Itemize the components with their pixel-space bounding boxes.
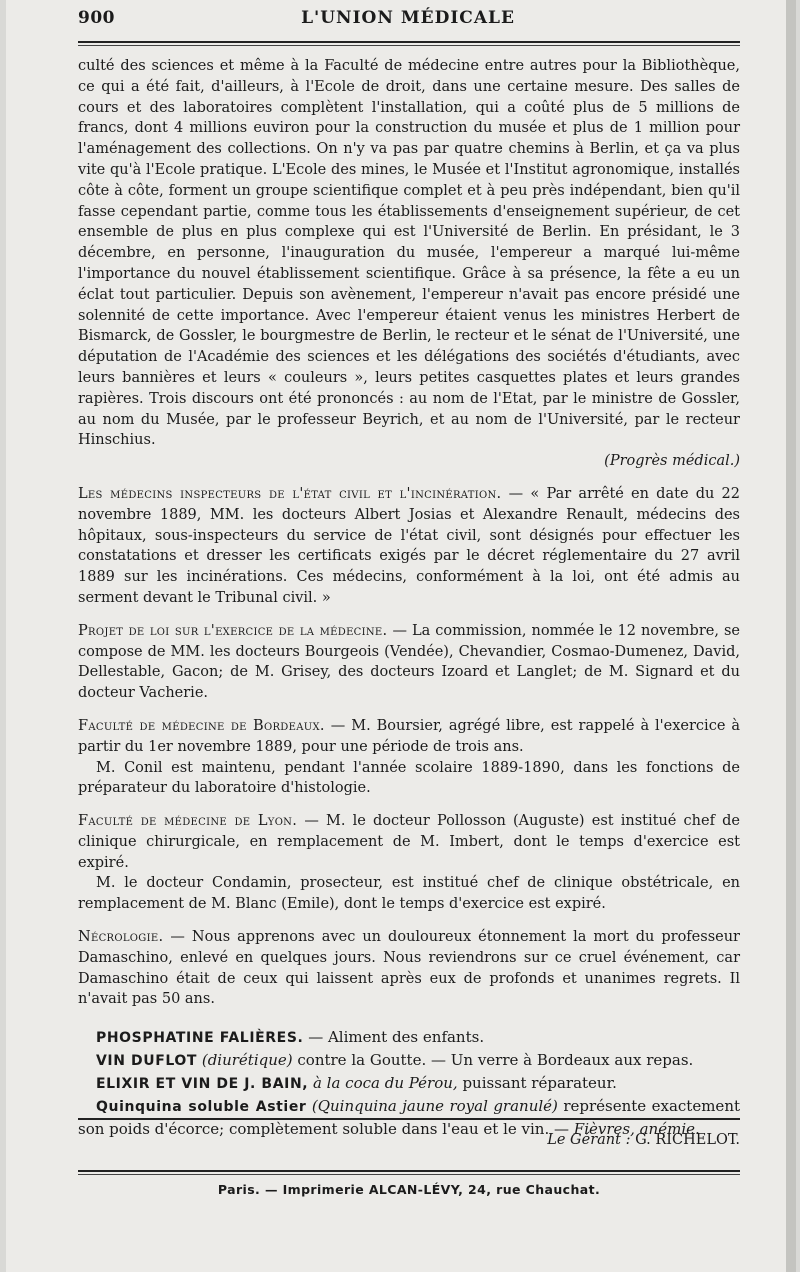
ad-product-name: ELIXIR ET VIN DE J. BAIN, — [96, 1076, 309, 1093]
ad-elixir-bain — [78, 1072, 740, 1095]
paragraph-text: — M. le docteur Pollosson (Auguste) est institué chef de clinique chirurgicale, en remplacement de M. Imbert, dont le temps d'exercice est expiré. — [78, 813, 740, 871]
paragraph-text: culté des sciences et même à la Faculté de médecine entre autres pour la Bibliothèque, ce qui a été fait, d'ailleurs, à l'Ecole de droit, dans une certaine mesure. Des salles de cours et des laboratoires complètent l'installation, qui a coûté plus de 5 millions de francs, dont 4 millions euviron pour la construction du musée et plus de 1 million pour l'aménagement des collections. On n'y va pas par quatre chemins à Berlin, et ça va plus vite qu'à l'Ecole pratique. L'Ecole des mines, le Musée et l'Institut agronomique, installés côte à côte, forment un groupe scientifique complet et à peu près indépendant, bien qu'il fasse cependant partie, comme tous les établissements d'enseignement supérieur, de cet ensemble de plus en plus complexe qui est l'Université de Berlin. En présidant, le 3 décembre, en personne, l'inauguration du musée, l'empereur a marqué lui-même l'importance du nouvel établissement scientifique. Grâce à sa présence, la fête a eu un éclat tout particulier. Depuis son avènement, l'empereur n'avait pas encore présidé une solennité de cette importance. Avec l'empereur étaient venus les ministres Herbert de Bismarck, de Gossler, le bourgmestre de Berlin, le recteur et le sénat de l'Université, une députation de l'Académie des sciences et les délégations des sociétés d'étudiants, avec leurs bannières et leurs « couleurs », leurs petites casquettes plates et leurs grandes rapières. Trois discours ont été prononcés : au nom de l'Etat, par le ministre de Gossler, au nom du Musée, par le professeur Beyrich, et au nom de l'Université, par le recteur Hinschius. — [78, 58, 740, 449]
paragraph-berlin-museum — [78, 56, 740, 451]
paragraph-necrologie — [78, 927, 740, 1010]
ad-text: — Aliment des enfants. — [303, 1028, 485, 1047]
paragraph-bordeaux-conil: M. Conil est maintenu, pendant l'année scolaire 1889-1890, dans les fonctions de préparateur du laboratoire d'histologie. — [78, 759, 740, 797]
ad-text: puissant réparateur. — [457, 1074, 617, 1093]
paragraph-bordeaux — [78, 716, 740, 758]
section-heading: Faculté de médecine de Lyon. — [78, 813, 298, 830]
ad-italic: (diurétique) — [201, 1051, 293, 1070]
page-header — [78, 8, 738, 38]
header-rule-thin — [78, 45, 740, 46]
gerant-name: G. RICHELOT. — [630, 1132, 740, 1148]
ad-product-name: PHOSPHATINE FALIÈRES. — [96, 1030, 304, 1047]
ad-text: contre la Goutte. — Un verre à Bordeaux aux repas. — [292, 1051, 694, 1070]
paragraph-text: — La commission, nommée le 12 novembre, se compose de MM. les docteurs Bourgeois (Vendée), Chevandier, Cosmao-Dumenez, David, Dellestable, Gacon; de M. Grisey, des docteurs Izoard et Langlet; de M. Signard et du docteur Vacherie. — [78, 622, 740, 702]
header-rule — [78, 41, 740, 43]
paragraph-incineration — [78, 484, 740, 609]
page-edge — [786, 0, 796, 1272]
paragraph-lyon-condamin: M. le docteur Condamin, prosecteur, est institué chef de clinique obstétricale, en remplacement de M. Blanc (Emile), dont le temps d'exercice est expiré. — [78, 875, 740, 913]
ad-vin-duflot — [78, 1049, 740, 1072]
article-body — [78, 56, 740, 1140]
ad-italic-end: Fièvres, anémie. — [573, 1120, 700, 1139]
paragraph-text: — Nous apprenons avec un douloureux étonnement la mort du professeur Damaschino, enlevé en quelques jours. Nous reviendrons sur ce cruel événement, car Damaschino était de ceux qui laissent après eux de profonds et unanimes regrets. Il n'avait pas 50 ans. — [78, 929, 740, 1008]
section-heading: Faculté de médecine de Bordeaux. — [78, 717, 325, 734]
ad-italic: à la coca du Pérou, — [308, 1074, 458, 1093]
ad-text: représente exactement son poids d'écorce; complètement soluble dans l'eau et le vin. — — [78, 1097, 741, 1139]
footer-rule — [78, 1118, 740, 1120]
ad-italic: (Quinquina jaune royal granulé) — [306, 1097, 558, 1116]
section-heading: Nécrologie. — [78, 929, 164, 946]
document-page — [6, 0, 796, 1272]
paragraph-text: — « Par arrêté en date du 22 novembre 1889, MM. les docteurs Albert Josias et Alexandre Renault, médecins des hôpitaux, sous-inspecteurs du service de l'état civil, sont désignés pour effectuer les constatations et dresser les certificats exigés par le décret réglementaire du 27 avril 1889 sur les incinérations. Ces médecins, conformément à la loi, ont été admis au serment devant le Tribunal civil. » — [78, 485, 741, 606]
section-heading: Projet de loi sur l'exercice de la médecine. — [78, 622, 388, 639]
footer-rule-thin — [78, 1174, 740, 1175]
printer-imprint: Paris. — Imprimerie ALCAN-LÉVY, 24, rue Chauchat. — [217, 1182, 601, 1197]
ad-phosphatine — [78, 1026, 740, 1049]
running-title: L'UNION MÉDICALE — [301, 8, 515, 28]
ad-product-name: VIN DUFLOT — [96, 1053, 198, 1070]
paragraph-lyon — [78, 811, 740, 873]
section-heading: Les médecins inspecteurs de l'état civil et l'incinération. — [78, 485, 502, 502]
paragraph-text: — M. Boursier, agrégé libre, est rappelé à l'exercice à partir du 1er novembre 1889, pour une période de trois ans. — [78, 717, 740, 755]
page-number: 900 — [78, 8, 115, 28]
footer-rule-thick — [78, 1170, 740, 1172]
paragraph-projet-de-loi — [78, 621, 740, 704]
gerant-line — [78, 1132, 740, 1148]
source-citation: (Progrès médical.) — [604, 453, 740, 470]
advertisements — [78, 1026, 740, 1140]
ad-product-name: Quinquina soluble Astier — [96, 1099, 307, 1116]
gerant-label: Le Gérant : — [547, 1132, 631, 1148]
